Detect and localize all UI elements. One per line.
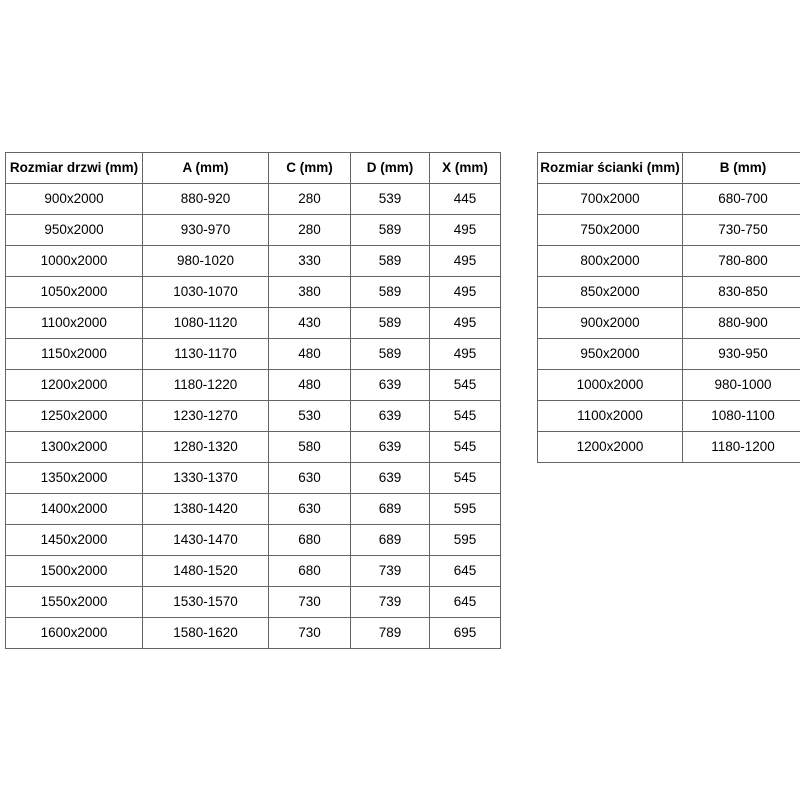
table-cell: 495 [430,308,501,339]
table-cell: 1430-1470 [143,525,269,556]
table-row [6,432,501,463]
table-cell: 739 [351,587,430,618]
table-cell: 495 [430,215,501,246]
table-cell: 530 [269,401,351,432]
table-row [538,184,800,215]
table-row [538,339,800,370]
table-cell: 1100x2000 [538,401,683,432]
table-cell: 950x2000 [6,215,143,246]
wall-table-header [538,153,800,184]
table-cell: 780-800 [683,246,800,277]
table-row [6,556,501,587]
table-row [538,308,800,339]
table-cell: 930-950 [683,339,800,370]
table-cell: 280 [269,184,351,215]
table-cell: 1250x2000 [6,401,143,432]
table-row [6,463,501,494]
table-row [6,184,501,215]
table-cell: 695 [430,618,501,649]
table-cell: 1000x2000 [6,246,143,277]
table-cell: 445 [430,184,501,215]
table-cell: 730-750 [683,215,800,246]
table-cell: 1480-1520 [143,556,269,587]
column-header: X (mm) [430,153,501,184]
table-cell: 700x2000 [538,184,683,215]
column-header: C (mm) [269,153,351,184]
table-cell: 430 [269,308,351,339]
table-cell: 589 [351,246,430,277]
table-cell: 1080-1100 [683,401,800,432]
table-row [538,215,800,246]
table-cell: 589 [351,277,430,308]
table-cell: 1030-1070 [143,277,269,308]
table-row [6,339,501,370]
table-cell: 630 [269,463,351,494]
table-cell: 1500x2000 [6,556,143,587]
table-cell: 730 [269,618,351,649]
table-cell: 639 [351,463,430,494]
table-cell: 1450x2000 [6,525,143,556]
table-row [6,618,501,649]
table-cell: 380 [269,277,351,308]
table-cell: 900x2000 [538,308,683,339]
table-cell: 539 [351,184,430,215]
table-cell: 1550x2000 [6,587,143,618]
door-dimensions-table [5,152,501,649]
table-cell: 1580-1620 [143,618,269,649]
table-cell: 1200x2000 [538,432,683,463]
table-cell: 1080-1120 [143,308,269,339]
table-cell: 280 [269,215,351,246]
table-cell: 880-900 [683,308,800,339]
table-cell: 1200x2000 [6,370,143,401]
table-cell: 1330-1370 [143,463,269,494]
table-cell: 580 [269,432,351,463]
table-cell: 880-920 [143,184,269,215]
wall-panel-dimensions-table [537,152,800,463]
table-row [538,246,800,277]
table-row [6,277,501,308]
table-cell: 1230-1270 [143,401,269,432]
table-cell: 589 [351,215,430,246]
table-cell: 830-850 [683,277,800,308]
table-cell: 730 [269,587,351,618]
table-cell: 645 [430,587,501,618]
table-cell: 589 [351,308,430,339]
table-cell: 545 [430,432,501,463]
table-cell: 800x2000 [538,246,683,277]
header-row [538,153,800,184]
table-cell: 1280-1320 [143,432,269,463]
table-cell: 739 [351,556,430,587]
table-row [538,370,800,401]
table-cell: 1530-1570 [143,587,269,618]
table-row [6,401,501,432]
table-row [6,525,501,556]
table-cell: 750x2000 [538,215,683,246]
table-cell: 639 [351,370,430,401]
table-cell: 480 [269,370,351,401]
table-cell: 680 [269,556,351,587]
table-cell: 789 [351,618,430,649]
table-cell: 1100x2000 [6,308,143,339]
table-row [6,308,501,339]
column-header: Rozmiar drzwi (mm) [6,153,143,184]
table-cell: 1130-1170 [143,339,269,370]
wall-table-body [538,184,800,463]
table-cell: 900x2000 [6,184,143,215]
table-cell: 1150x2000 [6,339,143,370]
table-cell: 1180-1200 [683,432,800,463]
table-cell: 645 [430,556,501,587]
table-cell: 639 [351,401,430,432]
table-cell: 680 [269,525,351,556]
column-header: Rozmiar ścianki (mm) [538,153,683,184]
table-cell: 980-1000 [683,370,800,401]
table-cell: 480 [269,339,351,370]
door-table-header [6,153,501,184]
table-cell: 850x2000 [538,277,683,308]
column-header: A (mm) [143,153,269,184]
table-cell: 595 [430,494,501,525]
table-cell: 1350x2000 [6,463,143,494]
table-cell: 639 [351,432,430,463]
door-table-body [6,184,501,649]
table-cell: 930-970 [143,215,269,246]
table-cell: 595 [430,525,501,556]
table-cell: 1180-1220 [143,370,269,401]
table-cell: 495 [430,339,501,370]
column-header: B (mm) [683,153,800,184]
table-row [6,215,501,246]
table-row [6,246,501,277]
table-cell: 950x2000 [538,339,683,370]
table-cell: 689 [351,525,430,556]
table-cell: 545 [430,370,501,401]
table-cell: 495 [430,277,501,308]
table-cell: 330 [269,246,351,277]
table-cell: 1600x2000 [6,618,143,649]
header-row [6,153,501,184]
table-cell: 1000x2000 [538,370,683,401]
table-cell: 980-1020 [143,246,269,277]
table-cell: 1380-1420 [143,494,269,525]
table-row [538,401,800,432]
table-cell: 1050x2000 [6,277,143,308]
table-row [6,370,501,401]
table-cell: 545 [430,401,501,432]
table-cell: 545 [430,463,501,494]
table-cell: 1300x2000 [6,432,143,463]
table-row [6,587,501,618]
column-header: D (mm) [351,153,430,184]
table-row [6,494,501,525]
table-cell: 680-700 [683,184,800,215]
table-cell: 689 [351,494,430,525]
table-cell: 589 [351,339,430,370]
table-cell: 1400x2000 [6,494,143,525]
table-row [538,432,800,463]
table-cell: 495 [430,246,501,277]
table-row [538,277,800,308]
table-cell: 630 [269,494,351,525]
